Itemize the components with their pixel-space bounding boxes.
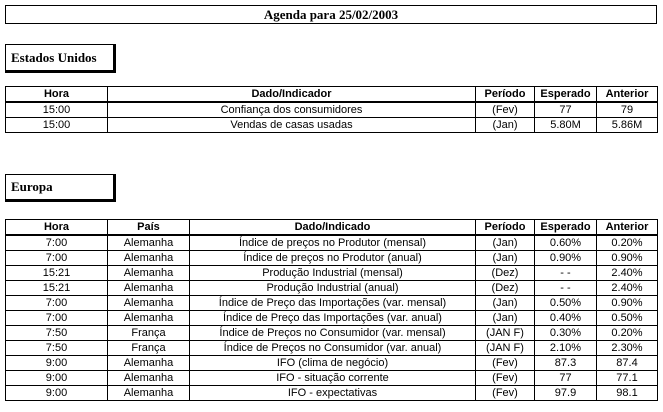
table-cell: (Fev) <box>476 102 535 118</box>
table-cell: 0.50% <box>535 296 597 311</box>
table-cell: Índice de Preços no Consumidor (var. anual) <box>190 341 476 356</box>
page-title <box>5 5 657 24</box>
table-cell: Índice de preços no Produtor (mensal) <box>190 235 476 251</box>
europe-section-label: Europa <box>5 174 116 202</box>
table-cell: 2.40% <box>597 281 658 296</box>
column-header: Esperado <box>535 220 597 236</box>
table-cell: 0.20% <box>597 235 658 251</box>
table-cell: 7:50 <box>6 341 108 356</box>
table-row <box>6 102 658 118</box>
column-header: Esperado <box>535 87 597 103</box>
table-cell: 7:00 <box>6 296 108 311</box>
table-cell: (Jan) <box>476 235 535 251</box>
table-cell: 98.1 <box>597 386 658 401</box>
table-row <box>6 266 658 281</box>
table-row <box>6 356 658 371</box>
table-cell: 0.40% <box>535 311 597 326</box>
table-cell: (Fev) <box>476 386 535 401</box>
table-cell: 15:00 <box>6 118 108 133</box>
table-cell: Alemanha <box>108 356 190 371</box>
table-cell: 0.90% <box>597 296 658 311</box>
table-cell: (Dez) <box>476 281 535 296</box>
table-row <box>6 371 658 386</box>
table-cell: Produção Industrial (mensal) <box>190 266 476 281</box>
table-cell: Índice de Preço das Importações (var. anual) <box>190 311 476 326</box>
column-header: Dado/Indicado <box>190 220 476 236</box>
table-row <box>6 341 658 356</box>
table-cell: 2.40% <box>597 266 658 281</box>
table-cell: 7:00 <box>6 235 108 251</box>
table-cell: 79 <box>597 102 658 118</box>
table-cell: Alemanha <box>108 296 190 311</box>
table-cell: 0.90% <box>597 251 658 266</box>
table-cell: - - <box>535 281 597 296</box>
table-cell: (JAN F) <box>476 326 535 341</box>
table-cell: 0.90% <box>535 251 597 266</box>
table-cell: 7:50 <box>6 326 108 341</box>
table-cell: (JAN F) <box>476 341 535 356</box>
column-header: País <box>108 220 190 236</box>
table-cell: 9:00 <box>6 386 108 401</box>
table-cell: Índice de preços no Produtor (anual) <box>190 251 476 266</box>
table-row <box>6 311 658 326</box>
table-cell: 9:00 <box>6 356 108 371</box>
table-cell: (Fev) <box>476 356 535 371</box>
table-cell: Índice de Preços no Consumidor (var. mensal) <box>190 326 476 341</box>
table-cell: (Dez) <box>476 266 535 281</box>
table-cell: IFO - expectativas <box>190 386 476 401</box>
column-header: Período <box>476 220 535 236</box>
table-cell: 77 <box>535 371 597 386</box>
table-cell: Alemanha <box>108 251 190 266</box>
column-header: Anterior <box>597 87 658 103</box>
table-cell: 0.60% <box>535 235 597 251</box>
table-cell: 87.4 <box>597 356 658 371</box>
table-cell: (Jan) <box>476 296 535 311</box>
table-cell: 5.86M <box>597 118 658 133</box>
table-header-row <box>6 87 658 103</box>
table-cell: Alemanha <box>108 266 190 281</box>
europe-indicators-table <box>5 219 658 401</box>
table-cell: 77.1 <box>597 371 658 386</box>
table-cell: - - <box>535 266 597 281</box>
table-cell: 15:00 <box>6 102 108 118</box>
table-row <box>6 235 658 251</box>
page-title-text: Agenda para 25/02/2003 <box>263 6 399 22</box>
table-cell: Alemanha <box>108 311 190 326</box>
table-row <box>6 326 658 341</box>
table-cell: França <box>108 341 190 356</box>
table-cell: 0.20% <box>597 326 658 341</box>
table-row <box>6 118 658 133</box>
table-cell: (Jan) <box>476 118 535 133</box>
table-cell: 15:21 <box>6 281 108 296</box>
column-header: Anterior <box>597 220 658 236</box>
table-cell: 87.3 <box>535 356 597 371</box>
us-section-label: Estados Unidos <box>5 44 116 73</box>
table-cell: IFO - situação corrente <box>190 371 476 386</box>
column-header: Período <box>476 87 535 103</box>
us-indicators-table <box>5 86 658 133</box>
table-cell: Índice de Preço das Importações (var. mensal) <box>190 296 476 311</box>
table-cell: (Fev) <box>476 371 535 386</box>
table-cell: Alemanha <box>108 235 190 251</box>
table-cell: 2.30% <box>597 341 658 356</box>
table-cell: Alemanha <box>108 386 190 401</box>
table-cell: Produção Industrial (anual) <box>190 281 476 296</box>
column-header: Dado/Indicador <box>108 87 476 103</box>
column-header: Hora <box>6 220 108 236</box>
table-row <box>6 251 658 266</box>
table-cell: 15:21 <box>6 266 108 281</box>
table-cell: Vendas de casas usadas <box>108 118 476 133</box>
table-cell: 97.9 <box>535 386 597 401</box>
table-cell: 7:00 <box>6 311 108 326</box>
table-cell: 2.10% <box>535 341 597 356</box>
table-cell: 77 <box>535 102 597 118</box>
table-row <box>6 281 658 296</box>
table-row <box>6 386 658 401</box>
table-cell: IFO (clima de negócio) <box>190 356 476 371</box>
table-header-row <box>6 220 658 236</box>
table-cell: Confiança dos consumidores <box>108 102 476 118</box>
table-cell: 9:00 <box>6 371 108 386</box>
table-cell: (Jan) <box>476 311 535 326</box>
table-cell: Alemanha <box>108 281 190 296</box>
table-cell: 7:00 <box>6 251 108 266</box>
table-cell: Alemanha <box>108 371 190 386</box>
table-cell: (Jan) <box>476 251 535 266</box>
table-cell: França <box>108 326 190 341</box>
table-cell: 0.50% <box>597 311 658 326</box>
column-header: Hora <box>6 87 108 103</box>
table-row <box>6 296 658 311</box>
table-cell: 0.30% <box>535 326 597 341</box>
table-cell: 5.80M <box>535 118 597 133</box>
